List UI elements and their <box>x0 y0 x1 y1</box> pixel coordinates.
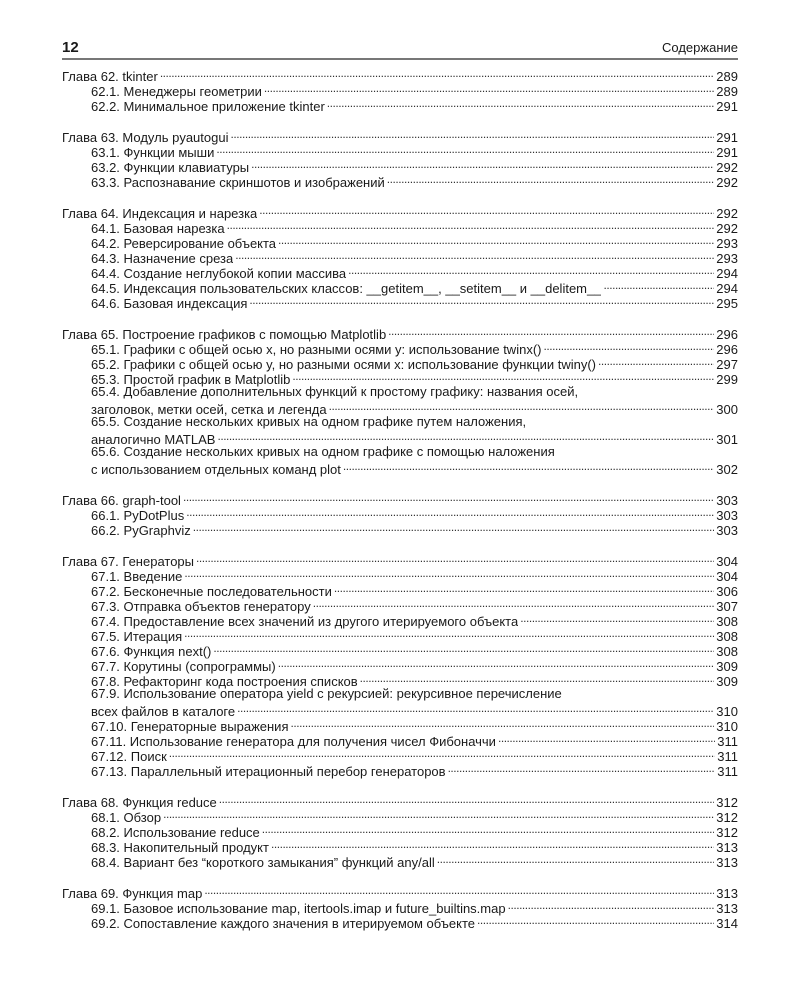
entry-title: Глава 66. graph-tool <box>62 493 181 508</box>
toc-section-entry[interactable] <box>62 671 738 689</box>
toc-section-entry[interactable] <box>62 293 738 311</box>
toc-page <box>62 40 738 944</box>
toc-section-entry[interactable] <box>62 96 738 114</box>
toc-section-entry[interactable] <box>62 807 738 825</box>
dot-leader <box>387 172 715 187</box>
dot-leader <box>603 278 714 293</box>
entry-title: 67.11. Использование генератора для получения чисел Фибоначчи <box>91 734 496 749</box>
toc-section-entry[interactable] <box>62 596 738 614</box>
entry-page-number: 291 <box>716 130 738 145</box>
entry-title-line: 65.6. Создание нескольких кривых на одном графике с помощью наложения <box>91 444 555 459</box>
toc-section-entry[interactable] <box>62 913 738 931</box>
toc-section-entry[interactable] <box>62 218 738 236</box>
entry-title-last-line <box>91 459 738 477</box>
dot-leader <box>388 324 714 339</box>
toc-section-entry[interactable] <box>62 369 738 387</box>
entry-title: всех файлов в каталоге <box>91 704 236 719</box>
toc-chapter <box>62 203 738 311</box>
dot-leader <box>262 822 715 837</box>
toc-section-entry[interactable] <box>62 852 738 870</box>
entry-title: Глава 69. Функция map <box>62 886 203 901</box>
entry-title: 67.6. Функция next() <box>91 644 212 659</box>
toc-section-entry[interactable] <box>62 505 738 523</box>
toc-chapter <box>62 66 738 114</box>
dot-leader <box>196 551 714 566</box>
dot-leader <box>313 596 715 611</box>
toc-section-entry[interactable] <box>62 233 738 251</box>
dot-leader <box>237 701 714 716</box>
dot-leader <box>160 66 714 81</box>
dot-leader <box>348 263 714 278</box>
dot-leader <box>219 792 715 807</box>
toc-section-entry[interactable] <box>62 414 738 447</box>
entry-title: 64.2. Реверсирование объекта <box>91 236 277 251</box>
toc-section-entry[interactable] <box>62 354 738 372</box>
dot-leader <box>334 581 714 596</box>
dot-leader <box>227 218 715 233</box>
entry-title: 68.2. Использование reduce <box>91 825 260 840</box>
entry-title: 67.4. Предоставление всех значений из другого итерируемого объекта <box>91 614 519 629</box>
dot-leader <box>278 233 714 248</box>
dot-leader <box>508 898 715 913</box>
dot-leader <box>264 81 714 96</box>
dot-leader <box>520 611 714 626</box>
entry-page-number: 314 <box>716 916 738 931</box>
entry-title: 65.1. Графики с общей осью x, но разными осями y: использование twinx() <box>91 342 542 357</box>
dot-leader <box>216 142 714 157</box>
entry-page-number: 294 <box>716 281 738 296</box>
toc-section-entry[interactable] <box>62 626 738 644</box>
entry-page-number: 293 <box>716 236 738 251</box>
entry-title: 66.2. PyGraphviz <box>91 523 191 538</box>
entry-title: 64.1. Базовая нарезка <box>91 221 225 236</box>
toc-section-entry[interactable] <box>62 263 738 281</box>
entry-title: Глава 64. Индексация и нарезка <box>62 206 258 221</box>
toc-section-entry[interactable] <box>62 248 738 266</box>
toc-section-entry[interactable] <box>62 339 738 357</box>
entry-page-number: 304 <box>716 569 738 584</box>
entry-title: 69.2. Сопоставление каждого значения в итерируемом объекте <box>91 916 476 931</box>
toc-chapter-entry[interactable] <box>62 792 738 810</box>
entry-title: 67.13. Параллельный итерационный перебор генераторов <box>91 764 446 779</box>
entry-title: 66.1. PyDotPlus <box>91 508 185 523</box>
entry-page-number: 311 <box>717 764 738 779</box>
entry-title: 67.3. Отправка объектов генератору <box>91 599 311 614</box>
dot-leader <box>598 354 714 369</box>
entry-page-number: 289 <box>716 69 738 84</box>
entry-page-number: 303 <box>716 493 738 508</box>
entry-title: Глава 67. Генераторы <box>62 554 195 569</box>
entry-page-number: 291 <box>716 99 738 114</box>
entry-title: Глава 68. Функция reduce <box>62 795 217 810</box>
dot-leader <box>292 369 714 384</box>
toc-chapter <box>62 324 738 477</box>
dot-leader <box>543 339 714 354</box>
entry-title: 64.5. Индексация пользовательских классов: __getitem__, __setitem__ и __delitem__ <box>91 281 602 296</box>
entry-title: 68.4. Вариант без “короткого замыкания” функций any/all <box>91 855 435 870</box>
dot-leader <box>230 127 714 142</box>
toc-section-entry[interactable] <box>62 641 738 659</box>
section-title: Содержание <box>662 40 738 55</box>
toc-section-entry[interactable] <box>62 656 738 674</box>
dot-leader <box>186 505 714 520</box>
entry-title: 67.10. Генераторные выражения <box>91 719 289 734</box>
dot-leader <box>169 746 715 761</box>
entry-title: Глава 65. Построение графиков с помощью Matplotlib <box>62 327 387 342</box>
toc-section-entry[interactable] <box>62 444 738 477</box>
dot-leader <box>249 293 714 308</box>
entry-page-number: 292 <box>716 175 738 190</box>
dot-leader <box>278 656 715 671</box>
entry-page-number: 303 <box>716 523 738 538</box>
dot-leader <box>184 566 714 581</box>
dot-leader <box>498 731 715 746</box>
entry-page-number: 308 <box>716 614 738 629</box>
dot-leader <box>184 626 714 641</box>
entry-title: 65.3. Простой график в Matplotlib <box>91 372 291 387</box>
entry-page-number: 292 <box>716 206 738 221</box>
entry-page-number: 308 <box>716 629 738 644</box>
entry-title: 67.1. Введение <box>91 569 183 584</box>
entry-page-number: 313 <box>716 886 738 901</box>
entry-page-number: 297 <box>716 357 738 372</box>
dot-leader <box>448 761 716 776</box>
entry-page-number: 311 <box>717 734 738 749</box>
entry-page-number: 308 <box>716 644 738 659</box>
entry-title: 67.5. Итерация <box>91 629 183 644</box>
toc-section-entry[interactable] <box>62 172 738 190</box>
dot-leader <box>291 716 715 731</box>
entry-title: 62.2. Минимальное приложение tkinter <box>91 99 325 114</box>
entry-page-number: 296 <box>716 327 738 342</box>
entry-title: 67.8. Рефакторинг кода построения списков <box>91 674 358 689</box>
running-header <box>62 40 738 60</box>
toc-section-entry[interactable] <box>62 278 738 296</box>
entry-page-number: 310 <box>716 719 738 734</box>
entry-page-number: 302 <box>716 462 738 477</box>
entry-title-line: 67.9. Использование оператора yield с рекурсией: рекурсивное перечисление <box>91 686 562 701</box>
dot-leader <box>329 399 715 414</box>
dot-leader <box>259 203 714 218</box>
entry-page-number: 309 <box>716 674 738 689</box>
toc-chapter-entry[interactable] <box>62 490 738 508</box>
entry-page-number: 303 <box>716 508 738 523</box>
entry-page-number: 310 <box>716 704 738 719</box>
entry-page-number: 299 <box>716 372 738 387</box>
toc-section-entry[interactable] <box>62 520 738 538</box>
toc-section-entry[interactable] <box>62 898 738 916</box>
toc-section-entry[interactable] <box>62 142 738 160</box>
toc-chapter <box>62 127 738 190</box>
entry-title-line: 65.4. Добавление дополнительных функций к простому графику: названия осей, <box>91 384 579 399</box>
entry-title-last-line <box>91 399 738 417</box>
entry-page-number: 307 <box>716 599 738 614</box>
entry-page-number: 301 <box>716 432 738 447</box>
entry-page-number: 313 <box>716 901 738 916</box>
toc-section-entry[interactable] <box>62 837 738 855</box>
toc-chapter-entry[interactable] <box>62 66 738 84</box>
dot-leader <box>360 671 715 686</box>
dot-leader <box>251 157 714 172</box>
toc-chapter-entry[interactable] <box>62 127 738 145</box>
toc-section-entry[interactable] <box>62 611 738 629</box>
page-number: 12 <box>62 39 79 56</box>
entry-title: 68.1. Обзор <box>91 810 162 825</box>
table-of-contents <box>62 66 738 931</box>
entry-page-number: 306 <box>716 584 738 599</box>
entry-title: 67.2. Бесконечные последовательности <box>91 584 332 599</box>
entry-page-number: 293 <box>716 251 738 266</box>
entry-title: Глава 62. tkinter <box>62 69 158 84</box>
dot-leader <box>163 807 714 822</box>
dot-leader <box>217 429 714 444</box>
entry-page-number: 295 <box>716 296 738 311</box>
dot-leader <box>271 837 714 852</box>
toc-chapter-entry[interactable] <box>62 883 738 901</box>
toc-section-entry[interactable] <box>62 157 738 175</box>
toc-section-entry[interactable] <box>62 716 738 734</box>
entry-page-number: 309 <box>716 659 738 674</box>
entry-title: 68.3. Накопительный продукт <box>91 840 269 855</box>
entry-title: 63.1. Функции мыши <box>91 145 215 160</box>
entry-title: 64.4. Создание неглубокой копии массива <box>91 266 347 281</box>
entry-title: 64.6. Базовая индексация <box>91 296 248 311</box>
toc-chapter <box>62 883 738 931</box>
entry-title: заголовок, метки осей, сетка и легенда <box>91 402 327 417</box>
entry-title: 67.12. Поиск <box>91 749 167 764</box>
entry-page-number: 292 <box>716 160 738 175</box>
toc-section-entry[interactable] <box>62 581 738 599</box>
entry-page-number: 313 <box>716 840 738 855</box>
entry-title: 63.3. Распознавание скриншотов и изображений <box>91 175 385 190</box>
entry-page-number: 300 <box>716 402 738 417</box>
entry-page-number: 289 <box>716 84 738 99</box>
toc-section-entry[interactable] <box>62 686 738 719</box>
toc-section-entry[interactable] <box>62 822 738 840</box>
toc-chapter-entry[interactable] <box>62 551 738 569</box>
entry-page-number: 312 <box>716 825 738 840</box>
toc-chapter-entry[interactable] <box>62 203 738 221</box>
dot-leader <box>437 852 715 867</box>
entry-title: с использованием отдельных команд plot <box>91 462 341 477</box>
dot-leader <box>204 883 714 898</box>
entry-title: Глава 63. Модуль pyautogui <box>62 130 229 145</box>
entry-page-number: 311 <box>717 749 738 764</box>
entry-title: 65.2. Графики с общей осью y, но разными осями x: использование функции twiny() <box>91 357 597 372</box>
entry-title: аналогично MATLAB <box>91 432 216 447</box>
entry-page-number: 296 <box>716 342 738 357</box>
entry-page-number: 294 <box>716 266 738 281</box>
toc-section-entry[interactable] <box>62 731 738 749</box>
dot-leader <box>477 913 714 928</box>
entry-title: 63.2. Функции клавиатуры <box>91 160 250 175</box>
entry-page-number: 304 <box>716 554 738 569</box>
entry-page-number: 313 <box>716 855 738 870</box>
dot-leader <box>193 520 715 535</box>
toc-section-entry[interactable] <box>62 746 738 764</box>
dot-leader <box>343 459 714 474</box>
entry-title: 69.1. Базовое использование map, itertools.imap и future_builtins.map <box>91 901 506 916</box>
toc-chapter <box>62 792 738 870</box>
entry-title: 67.7. Корутины (сопрограммы) <box>91 659 276 674</box>
dot-leader <box>235 248 714 263</box>
dot-leader <box>183 490 714 505</box>
toc-section-entry[interactable] <box>62 761 738 779</box>
toc-chapter-entry[interactable] <box>62 324 738 342</box>
dot-leader <box>327 96 715 111</box>
toc-section-entry[interactable] <box>62 384 738 417</box>
entry-page-number: 291 <box>716 145 738 160</box>
toc-section-entry[interactable] <box>62 566 738 584</box>
toc-chapter <box>62 551 738 779</box>
entry-title-line: 65.5. Создание нескольких кривых на одном графике путем наложения, <box>91 414 527 429</box>
entry-title: 64.3. Назначение среза <box>91 251 234 266</box>
entry-title-last-line <box>91 429 738 447</box>
entry-page-number: 312 <box>716 810 738 825</box>
entry-page-number: 292 <box>716 221 738 236</box>
dot-leader <box>213 641 714 656</box>
toc-section-entry[interactable] <box>62 81 738 99</box>
entry-page-number: 312 <box>716 795 738 810</box>
entry-title: 62.1. Менеджеры геометрии <box>91 84 262 99</box>
toc-chapter <box>62 490 738 538</box>
entry-title-last-line <box>91 701 738 719</box>
